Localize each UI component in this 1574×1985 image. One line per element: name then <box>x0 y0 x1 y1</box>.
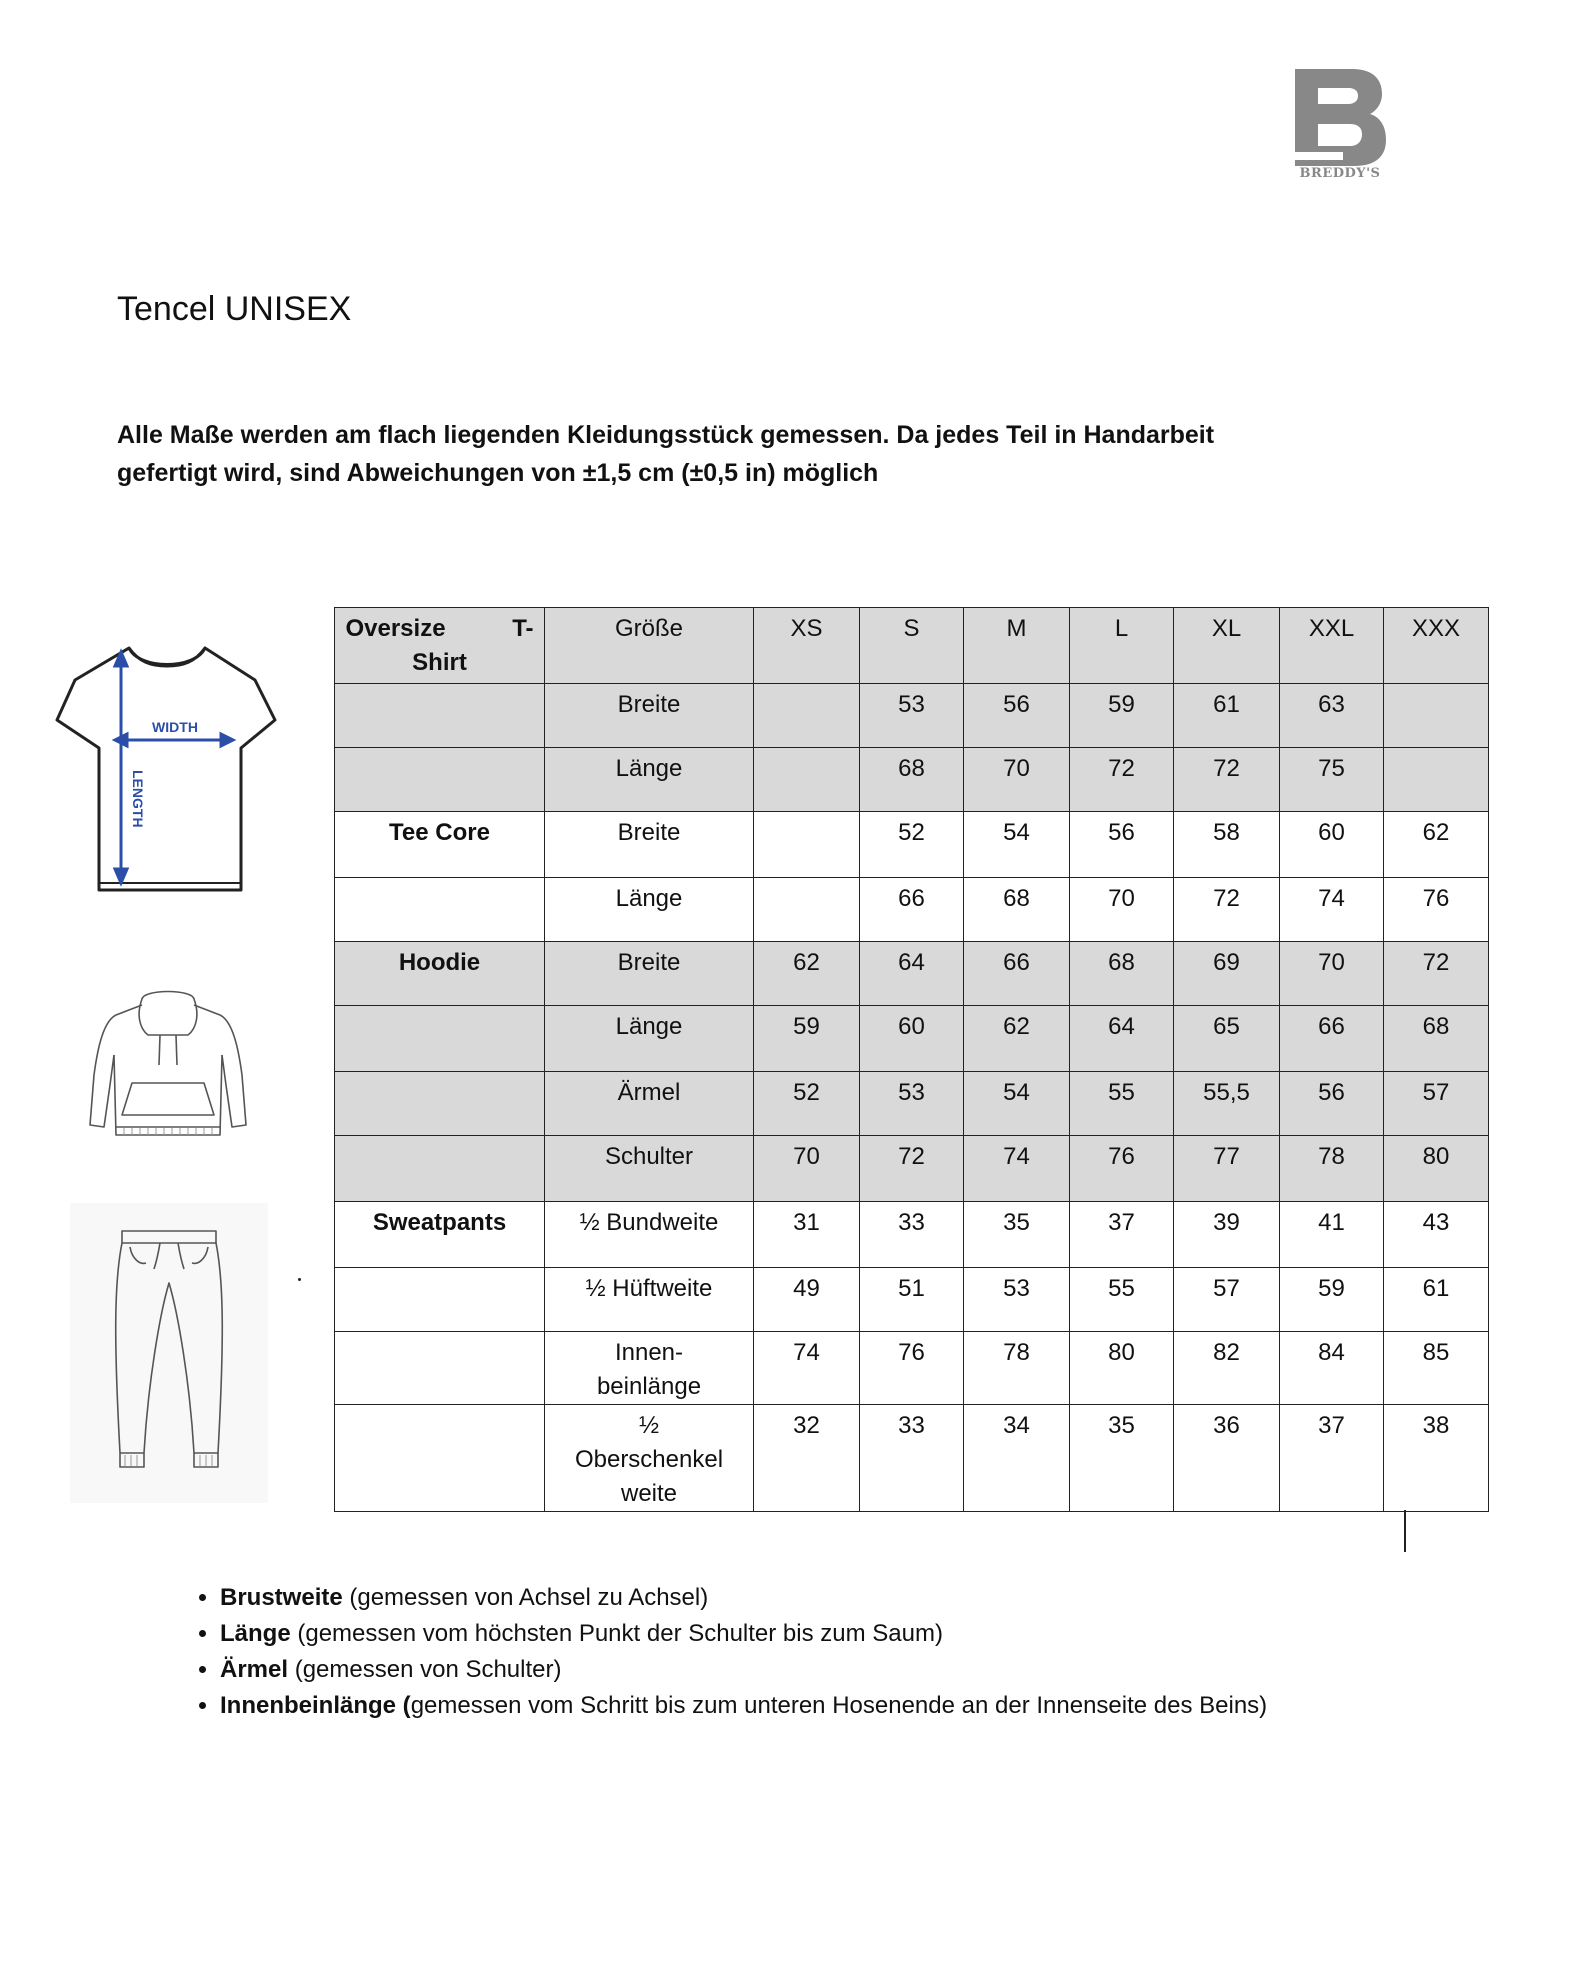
table-stub-line <box>1404 1510 1406 1552</box>
table-row <box>335 942 1489 1006</box>
value-cell: 31 <box>754 1202 860 1268</box>
measure-label-cell: Breite <box>545 942 754 1006</box>
value-cell: 72 <box>1070 748 1174 812</box>
value-cell: 65 <box>1174 1006 1280 1072</box>
value-cell: 59 <box>754 1006 860 1072</box>
size-header-cell: L <box>1070 608 1174 684</box>
note-item <box>220 1652 1420 1688</box>
value-cell <box>754 812 860 878</box>
value-cell: 63 <box>1280 684 1384 748</box>
size-header-cell: M <box>964 608 1070 684</box>
value-cell: 33 <box>860 1202 964 1268</box>
value-cell: 82 <box>1174 1332 1280 1405</box>
measure-label-cell: Länge <box>545 1006 754 1072</box>
product-name-cell <box>335 1072 545 1136</box>
value-cell: 62 <box>754 942 860 1006</box>
value-cell: 76 <box>860 1332 964 1405</box>
value-cell: 51 <box>860 1268 964 1332</box>
value-cell: 41 <box>1280 1202 1384 1268</box>
note-item <box>220 1688 1420 1724</box>
measure-label-cell: Schulter <box>545 1136 754 1202</box>
note-text: gemessen vom Schritt bis zum unteren Hosenende an der Innenseite des Beins) <box>410 1692 1268 1719</box>
product-name-cell <box>335 1006 545 1072</box>
value-cell: 56 <box>1070 812 1174 878</box>
intro-text: Alle Maße werden am flach liegenden Kleidungsstück gemessen. Da jedes Teil in Handarbeit gefertigt wird, sind Abweichungen von ±1,5 cm (±0,5 in) möglich <box>117 421 1215 487</box>
value-cell: 70 <box>754 1136 860 1202</box>
page-title: Tencel UNISEX <box>117 290 352 328</box>
table-row <box>335 1202 1489 1268</box>
value-cell: 72 <box>1174 878 1280 942</box>
value-cell <box>754 748 860 812</box>
value-cell: 59 <box>1280 1268 1384 1332</box>
product-name-cell <box>335 1332 545 1405</box>
value-cell: 36 <box>1174 1405 1280 1512</box>
size-header-cell: XS <box>754 608 860 684</box>
note-term: Länge <box>220 1620 291 1647</box>
note-text: (gemessen vom höchsten Punkt der Schulter bis zum Saum) <box>290 1620 943 1647</box>
stray-dot <box>298 1278 301 1281</box>
value-cell: 64 <box>860 942 964 1006</box>
table-row <box>335 684 1489 748</box>
measure-label-cell: Ärmel <box>545 1072 754 1136</box>
value-cell: 80 <box>1070 1332 1174 1405</box>
value-cell: 78 <box>1280 1136 1384 1202</box>
value-cell: 75 <box>1280 748 1384 812</box>
logo-wordmark: BREDDY'S <box>1299 166 1381 181</box>
product-name-cell <box>335 684 545 748</box>
product-name-cell <box>335 1405 545 1512</box>
product-name-cell <box>335 878 545 942</box>
tshirt-illustration <box>55 640 285 902</box>
value-cell: 52 <box>860 812 964 878</box>
value-cell: 74 <box>1280 878 1384 942</box>
value-cell: 72 <box>1174 748 1280 812</box>
note-text: (gemessen von Achsel zu Achsel) <box>342 1584 709 1611</box>
measure-label-cell: Breite <box>545 684 754 748</box>
value-cell: 66 <box>964 942 1070 1006</box>
table-row <box>335 812 1489 878</box>
value-cell: 68 <box>1384 1006 1489 1072</box>
value-cell: 77 <box>1174 1136 1280 1202</box>
value-cell: 34 <box>964 1405 1070 1512</box>
product-name-cell <box>335 1136 545 1202</box>
size-table <box>334 607 1489 1512</box>
value-cell: 60 <box>860 1006 964 1072</box>
value-cell <box>1384 748 1489 812</box>
table-row <box>335 1268 1489 1332</box>
measure-header-cell: Größe <box>545 608 754 684</box>
product-name-cell <box>335 1268 545 1332</box>
table-row <box>335 1136 1489 1202</box>
value-cell: 39 <box>1174 1202 1280 1268</box>
size-header-cell: XXL <box>1280 608 1384 684</box>
value-cell: 59 <box>1070 684 1174 748</box>
product-name-cell: Sweatpants <box>335 1202 545 1268</box>
product-name-cell: Oversize T-Shirt <box>335 608 545 684</box>
hoodie-illustration <box>80 985 255 1145</box>
product-name-cell: Tee Core <box>335 812 545 878</box>
measure-label-cell: ½ Hüftweite <box>545 1268 754 1332</box>
table-row <box>335 1405 1489 1512</box>
value-cell: 74 <box>754 1332 860 1405</box>
value-cell: 62 <box>964 1006 1070 1072</box>
value-cell: 68 <box>964 878 1070 942</box>
table-row <box>335 748 1489 812</box>
value-cell: 76 <box>1070 1136 1174 1202</box>
table-header-row <box>335 608 1489 684</box>
value-cell: 76 <box>1384 878 1489 942</box>
size-header-cell: S <box>860 608 964 684</box>
value-cell <box>754 684 860 748</box>
value-cell: 52 <box>754 1072 860 1136</box>
value-cell: 72 <box>860 1136 964 1202</box>
note-term: Innenbeinlänge ( <box>220 1692 411 1719</box>
value-cell: 37 <box>1280 1405 1384 1512</box>
value-cell: 61 <box>1174 684 1280 748</box>
value-cell: 74 <box>964 1136 1070 1202</box>
measure-label-cell: ½ Oberschenkel weite <box>545 1405 754 1512</box>
value-cell: 70 <box>1070 878 1174 942</box>
value-cell: 37 <box>1070 1202 1174 1268</box>
note-text: (gemessen von Schulter) <box>288 1656 562 1683</box>
value-cell: 33 <box>860 1405 964 1512</box>
value-cell: 70 <box>964 748 1070 812</box>
value-cell: 55,5 <box>1174 1072 1280 1136</box>
measurement-notes <box>160 1580 1420 1724</box>
value-cell: 57 <box>1384 1072 1489 1136</box>
value-cell: 62 <box>1384 812 1489 878</box>
measure-label-cell: Länge <box>545 878 754 942</box>
value-cell: 53 <box>860 1072 964 1136</box>
value-cell: 69 <box>1174 942 1280 1006</box>
value-cell: 55 <box>1070 1268 1174 1332</box>
value-cell: 68 <box>1070 942 1174 1006</box>
sweatpants-illustration <box>70 1203 268 1503</box>
value-cell: 57 <box>1174 1268 1280 1332</box>
value-cell <box>754 878 860 942</box>
size-header-cell: XL <box>1174 608 1280 684</box>
value-cell: 78 <box>964 1332 1070 1405</box>
value-cell: 55 <box>1070 1072 1174 1136</box>
value-cell: 80 <box>1384 1136 1489 1202</box>
value-cell: 70 <box>1280 942 1384 1006</box>
product-name-cell: Hoodie <box>335 942 545 1006</box>
value-cell: 72 <box>1384 942 1489 1006</box>
value-cell: 54 <box>964 812 1070 878</box>
value-cell: 32 <box>754 1405 860 1512</box>
value-cell: 61 <box>1384 1268 1489 1332</box>
value-cell: 58 <box>1174 812 1280 878</box>
value-cell: 53 <box>964 1268 1070 1332</box>
value-cell: 38 <box>1384 1405 1489 1512</box>
length-label: LENGTH <box>130 770 146 828</box>
value-cell: 53 <box>860 684 964 748</box>
note-item <box>220 1616 1420 1652</box>
value-cell: 66 <box>860 878 964 942</box>
value-cell: 35 <box>964 1202 1070 1268</box>
value-cell: 35 <box>1070 1405 1174 1512</box>
value-cell <box>1384 684 1489 748</box>
value-cell: 85 <box>1384 1332 1489 1405</box>
value-cell: 64 <box>1070 1006 1174 1072</box>
value-cell: 43 <box>1384 1202 1489 1268</box>
table-row <box>335 1072 1489 1136</box>
measure-label-cell: ½ Bundweite <box>545 1202 754 1268</box>
note-term: Ärmel <box>220 1656 289 1683</box>
value-cell: 56 <box>1280 1072 1384 1136</box>
width-label: WIDTH <box>152 719 198 735</box>
value-cell: 49 <box>754 1268 860 1332</box>
measure-label-cell: Breite <box>545 812 754 878</box>
value-cell: 60 <box>1280 812 1384 878</box>
value-cell: 56 <box>964 684 1070 748</box>
value-cell: 66 <box>1280 1006 1384 1072</box>
value-cell: 84 <box>1280 1332 1384 1405</box>
note-item <box>220 1580 1420 1616</box>
table-row <box>335 878 1489 942</box>
size-header-cell: XXX <box>1384 608 1489 684</box>
note-term: Brustweite <box>220 1584 343 1611</box>
table-row <box>335 1006 1489 1072</box>
measure-label-cell: Länge <box>545 748 754 812</box>
product-name-cell <box>335 748 545 812</box>
table-row <box>335 1332 1489 1405</box>
value-cell: 54 <box>964 1072 1070 1136</box>
measure-label-cell: Innen- beinlänge <box>545 1332 754 1405</box>
value-cell: 68 <box>860 748 964 812</box>
